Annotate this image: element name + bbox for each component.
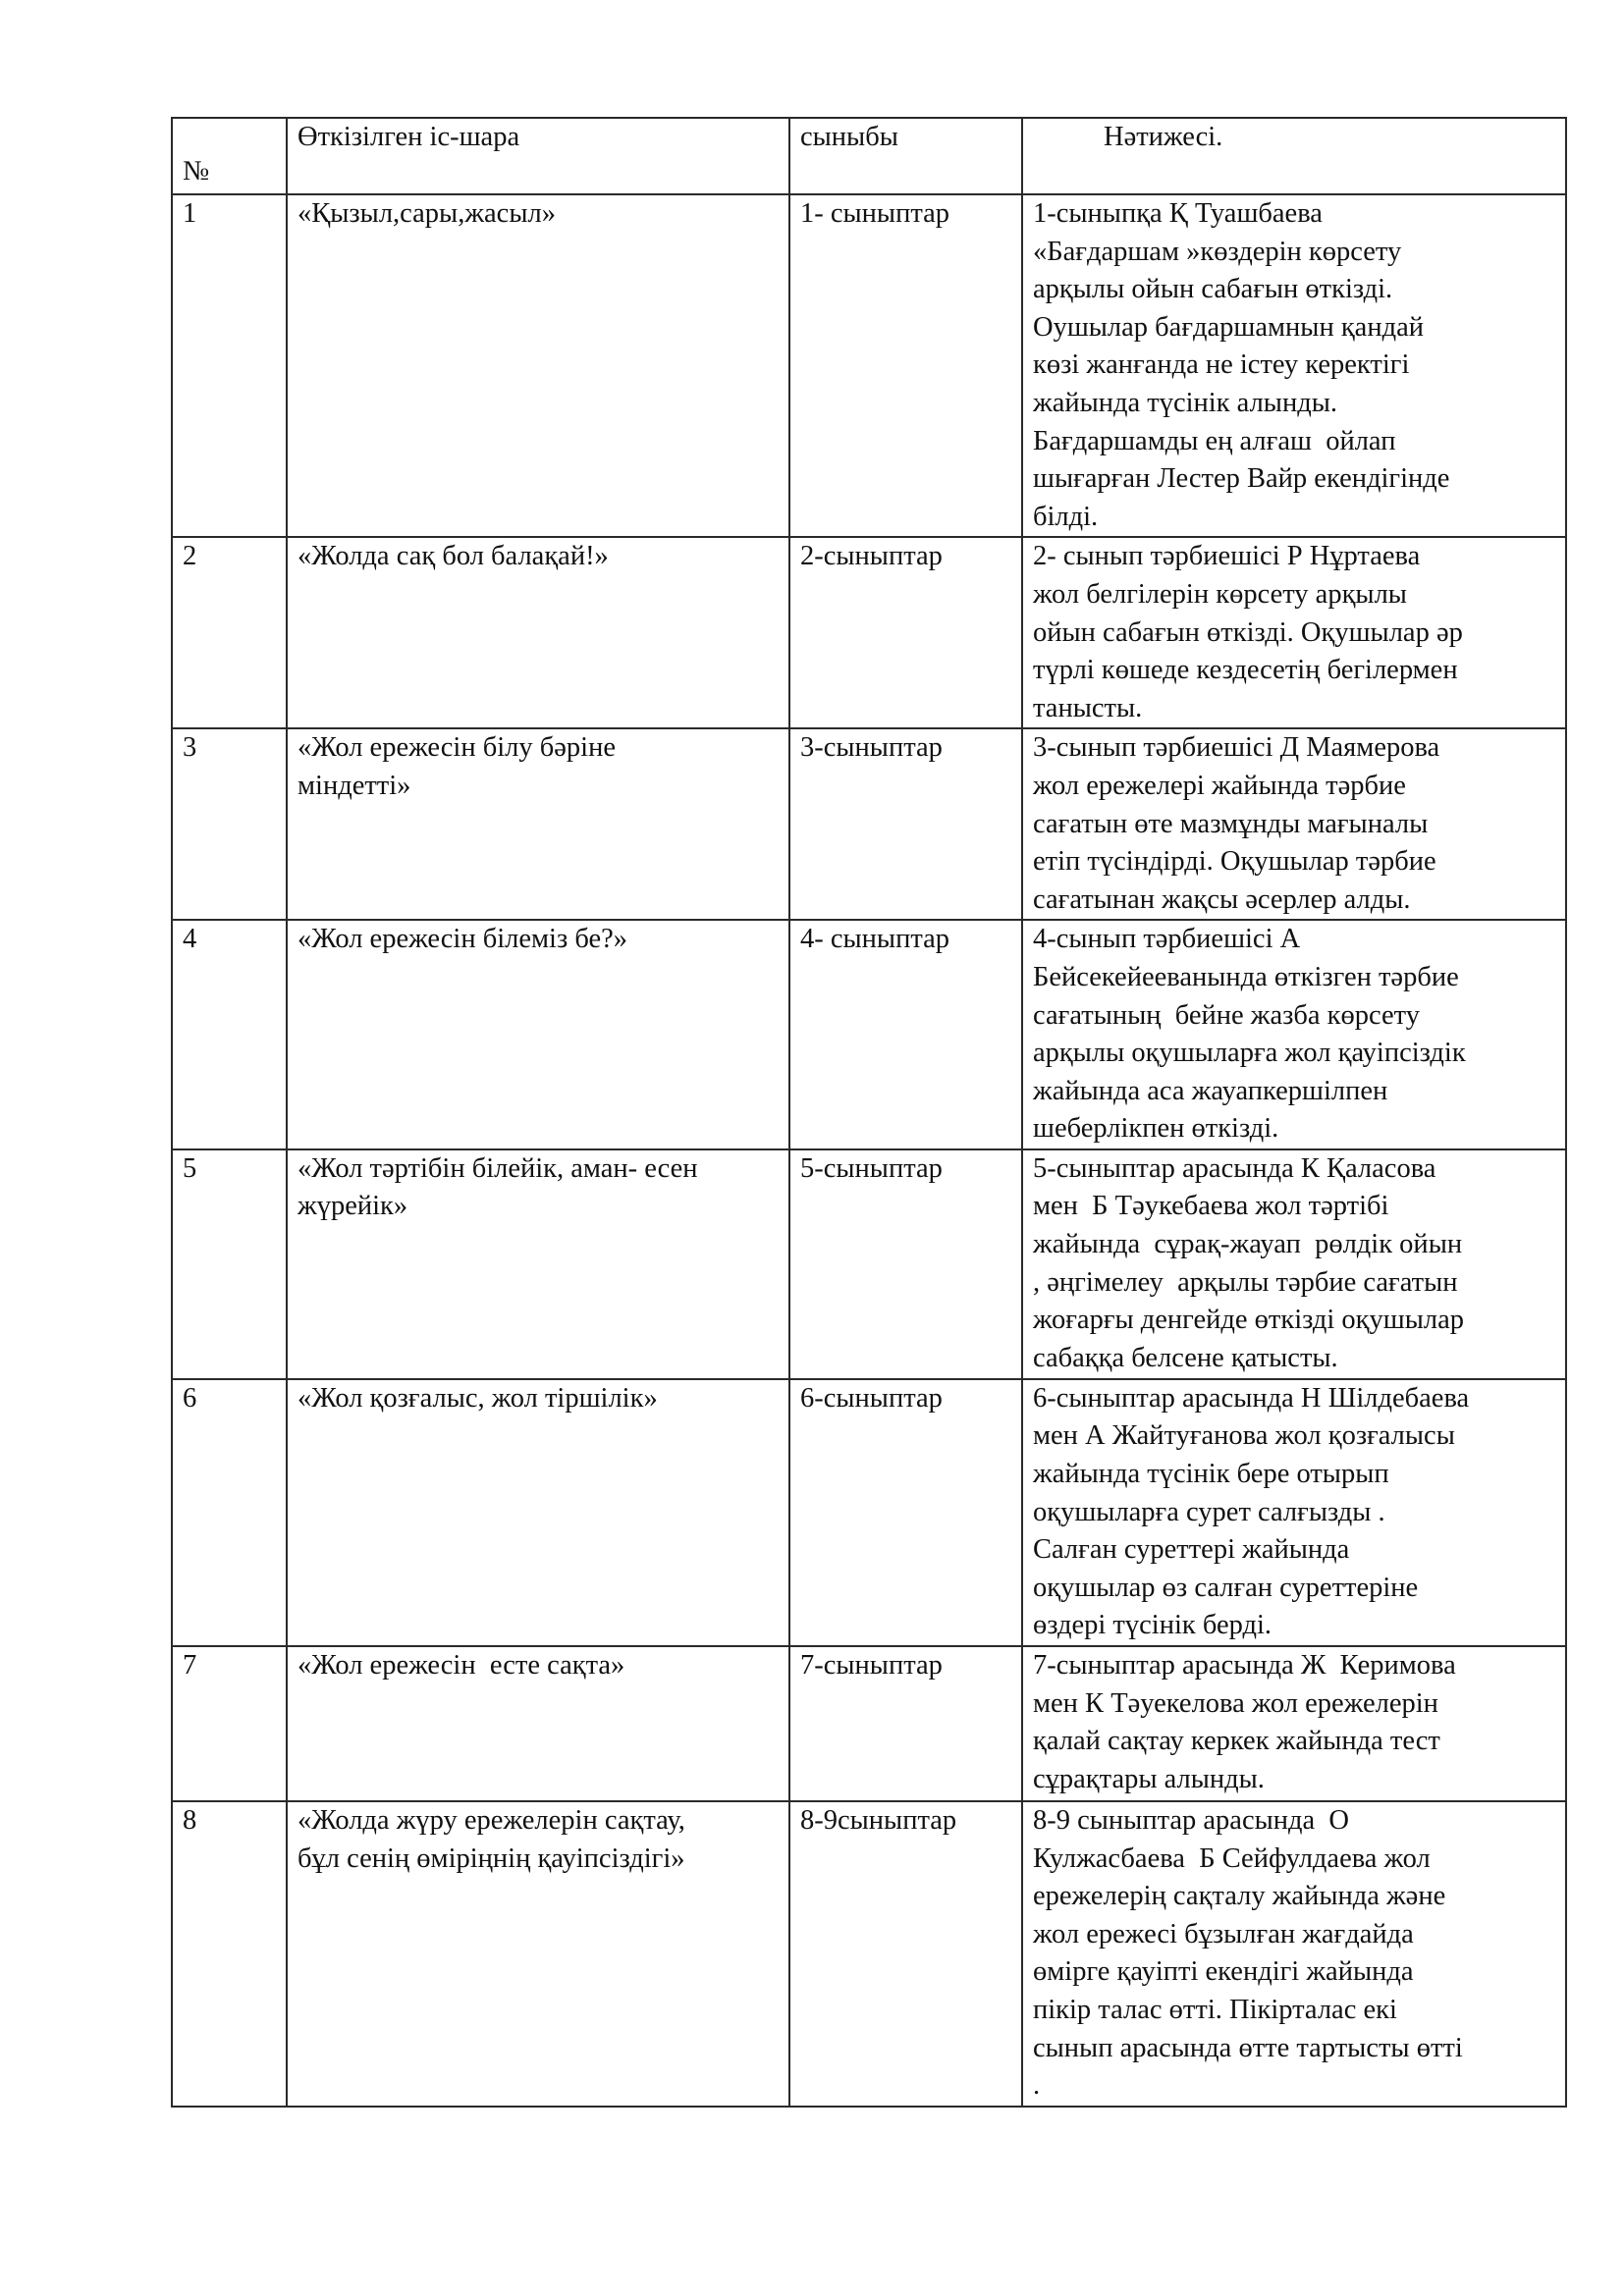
table-row — [172, 728, 1566, 920]
result-line: сағатынан жақсы әсерлер алды. — [1033, 883, 1411, 915]
result-line: шеберлікпен өткізді. — [1033, 1113, 1279, 1145]
event-name-line: «Жол ережесін білеміз бе?» — [298, 924, 628, 955]
header-grade: сыныбы — [789, 118, 1022, 194]
event-name-cell — [287, 537, 789, 728]
result-cell — [1022, 1149, 1566, 1379]
result-line: жол ережесі бұзылған жағдайда — [1033, 1918, 1414, 1949]
result-cell — [1022, 920, 1566, 1149]
table-row — [172, 1149, 1566, 1379]
event-name-line: «Жолда жүру ережелерін сақтау, — [298, 1805, 685, 1837]
table-header-row — [172, 118, 1566, 194]
result-line: 2- сынып тәрбиешісі Р Нұртаева — [1033, 541, 1421, 572]
table-row — [172, 1646, 1566, 1801]
events-table — [171, 117, 1567, 2108]
result-line: арқылы оқушыларға жол қауіпсіздік — [1033, 1038, 1466, 1069]
result-line: шығарған Лестер Вайр екендігінде — [1033, 463, 1450, 495]
event-name-line: «Жол ережесін есте сақта» — [298, 1650, 625, 1682]
event-name-line: «Жол тәртібін білейік, аман- есен — [298, 1152, 698, 1184]
result-line: жоғарғы денгейде өткізді оқушылар — [1033, 1305, 1464, 1336]
row-number: 5 — [172, 1149, 287, 1379]
result-line: 3-сынып тәрбиешісі Д Маямерова — [1033, 732, 1440, 764]
result-line: жайында аса жауапкершілпен — [1033, 1075, 1388, 1106]
row-number: 2 — [172, 537, 287, 728]
result-line: жол ережелері жайында тәрбие — [1033, 770, 1406, 801]
row-number: 7 — [172, 1646, 287, 1801]
result-line: Бейсекейееванында өткізген тәрбие — [1033, 961, 1459, 992]
result-line: Оушылар бағдаршамнын қандай — [1033, 311, 1424, 343]
result-line: «Бағдаршам »көздерін көрсету — [1033, 236, 1402, 267]
result-line: 6-сыныптар арасында Н Шілдебаева — [1033, 1382, 1470, 1414]
result-line: сұрақтары алынды. — [1033, 1763, 1265, 1794]
result-line: 1-сыныпқа Қ Туашбаева — [1033, 198, 1323, 229]
row-number: 4 — [172, 920, 287, 1149]
grade-cell: 7-сыныптар — [789, 1646, 1022, 1801]
event-name-line: міндетті» — [298, 770, 411, 801]
row-number: 6 — [172, 1379, 287, 1646]
event-name-cell — [287, 194, 789, 537]
result-line: Салған суреттері жайында — [1033, 1534, 1350, 1566]
result-line: пікір талас өтті. Пікірталас екі — [1033, 1995, 1397, 2025]
result-line: сағатын өте мазмұнды мағыналы — [1033, 808, 1429, 839]
result-line: 7-сыныптар арасында Ж Керимова — [1033, 1650, 1456, 1682]
grade-cell: 1- сыныптар — [789, 194, 1022, 537]
event-name-cell — [287, 1646, 789, 1801]
result-line: қалай сақтау керкек жайында тест — [1033, 1726, 1440, 1757]
event-name-cell — [287, 728, 789, 920]
result-line: жайында сұрақ-жауап рөлдік ойын — [1033, 1229, 1463, 1260]
result-cell — [1022, 1646, 1566, 1801]
result-cell — [1022, 728, 1566, 920]
grade-cell: 2-сыныптар — [789, 537, 1022, 728]
result-line: білді. — [1033, 501, 1099, 532]
result-line: Кулжасбаева Б Сейфулдаева жол — [1033, 1842, 1431, 1874]
result-cell — [1022, 194, 1566, 537]
event-name-line: «Жол қозғалыс, жол тіршілік» — [298, 1382, 658, 1414]
result-line: 5-сыныптар арасында К Қаласова — [1033, 1152, 1436, 1184]
table-row — [172, 537, 1566, 728]
result-cell — [1022, 1379, 1566, 1646]
event-name-line: «Қызыл,сары,жасыл» — [298, 198, 556, 229]
header-event: Өткізілген іс-шара — [287, 118, 789, 194]
table-row — [172, 1379, 1566, 1646]
result-line: танысты. — [1033, 692, 1143, 723]
event-name-line: «Жолда сақ бол балақай!» — [298, 541, 609, 572]
result-line: арқылы ойын сабағын өткізді. — [1033, 274, 1393, 305]
result-line: ойын сабағын өткізді. Оқушылар әр — [1033, 616, 1463, 648]
row-number: 8 — [172, 1801, 287, 2107]
event-name-line: бұл сенің өміріңнің қауіпсіздігі» — [298, 1842, 685, 1874]
event-name-line: «Жол ережесін білу бәріне — [298, 732, 616, 764]
event-name-cell — [287, 1801, 789, 2107]
result-line: өздері түсінік берді. — [1033, 1610, 1272, 1641]
table-row — [172, 194, 1566, 537]
result-line: мен Б Тәукебаева жол тәртібі — [1033, 1191, 1389, 1222]
result-line: оқушыларға сурет салғызды . — [1033, 1496, 1385, 1527]
result-line: мен К Тәуекелова жол ережелерін — [1033, 1687, 1438, 1719]
table-row — [172, 920, 1566, 1149]
result-line: өмірге қауіпті екендігі жайында — [1033, 1956, 1414, 1988]
grade-cell: 3-сыныптар — [789, 728, 1022, 920]
result-line: сабаққа белсене қатысты. — [1033, 1342, 1338, 1373]
event-name-cell — [287, 1379, 789, 1646]
result-line: мен А Жайтуғанова жол қозғалысы — [1033, 1420, 1455, 1452]
result-line: түрлі көшеде кездесетің бегілермен — [1033, 655, 1458, 686]
row-number: 3 — [172, 728, 287, 920]
grade-cell: 4- сыныптар — [789, 920, 1022, 1149]
result-line: етіп түсіндірді. Оқушылар тәрбие — [1033, 846, 1436, 878]
header-number: № — [172, 118, 287, 194]
result-line: көзі жанғанда не істеу керектігі — [1033, 349, 1410, 381]
event-name-cell — [287, 920, 789, 1149]
result-line: сынып арасында өтте тартысты өтті — [1033, 2032, 1463, 2063]
event-name-line: жүрейік» — [298, 1191, 408, 1222]
result-line: Бағдаршамды ең алғаш ойлап — [1033, 425, 1396, 456]
table-body — [172, 194, 1566, 2107]
table-row — [172, 1801, 1566, 2107]
result-cell — [1022, 1801, 1566, 2107]
grade-cell: 8-9сыныптар — [789, 1801, 1022, 2107]
result-line: ережелерің сақталу жайында және — [1033, 1881, 1446, 1912]
result-line: жайында түсінік алынды. — [1033, 387, 1337, 418]
header-result: Нәтижесі. — [1022, 118, 1566, 194]
result-line: жол белгілерін көрсету арқылы — [1033, 578, 1407, 610]
result-line: . — [1033, 2070, 1041, 2102]
result-line: жайында түсінік бере отырып — [1033, 1459, 1389, 1490]
result-cell — [1022, 537, 1566, 728]
result-line: сағатының бейне жазба көрсету — [1033, 999, 1421, 1031]
result-line: 8-9 сыныптар арасында О — [1033, 1805, 1349, 1837]
result-line: оқушылар өз салған суреттеріне — [1033, 1572, 1419, 1603]
result-line: , әңгімелеу арқылы тәрбие сағатын — [1033, 1266, 1458, 1298]
row-number: 1 — [172, 194, 287, 537]
event-name-cell — [287, 1149, 789, 1379]
grade-cell: 6-сыныптар — [789, 1379, 1022, 1646]
grade-cell: 5-сыныптар — [789, 1149, 1022, 1379]
result-line: 4-сынып тәрбиешісі А — [1033, 924, 1301, 955]
